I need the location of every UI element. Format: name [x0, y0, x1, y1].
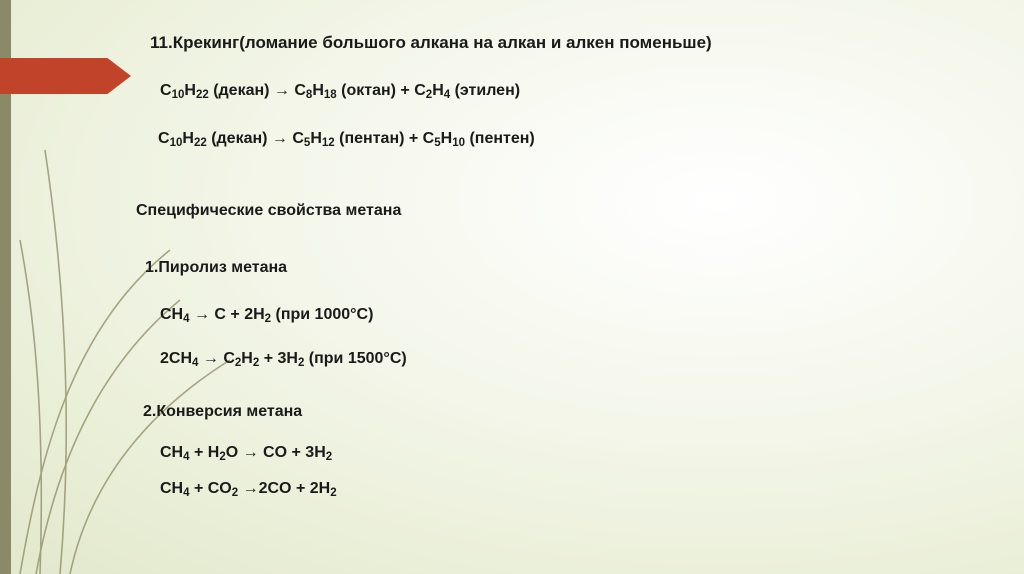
formula-subscript: 2 — [231, 487, 239, 500]
formula-text: CH — [160, 444, 184, 461]
pyrolysis-equation-1500 — [160, 350, 407, 370]
formula-subscript: 4 — [183, 487, 190, 500]
formula-subscript: 4 — [183, 451, 190, 464]
formula-subscript: 5 — [434, 137, 441, 150]
formula-subscript: 2 — [297, 357, 305, 370]
formula-text: C — [160, 82, 172, 99]
formula-subscript: 8 — [305, 89, 313, 102]
specific-properties-heading: Специфические свойства метана — [136, 202, 402, 219]
formula-subscript: 2 — [325, 451, 333, 464]
formula-text: + CO — [189, 480, 232, 497]
formula-text: + 3H — [259, 350, 298, 367]
formula-subscript: 12 — [321, 137, 335, 150]
formula-subscript: 10 — [452, 137, 465, 150]
formula-text: →2CO + 2H — [238, 480, 331, 497]
formula-subscript: 2 — [264, 313, 272, 326]
formula-subscript: 22 — [195, 89, 209, 102]
formula-text: H — [241, 350, 253, 367]
formula-text: O → CO + 3H — [225, 444, 326, 461]
cracking-equation-octane — [160, 82, 521, 102]
formula-text: C — [158, 130, 170, 147]
conversion-equation-co2 — [160, 480, 337, 500]
formula-text: (пентен) — [465, 130, 535, 147]
formula-subscript: 4 — [192, 357, 199, 370]
slide-title: 11.Крекинг(ломание большого алкана на алкан и алкен поменьше) — [150, 33, 712, 52]
formula-text: H — [310, 130, 322, 147]
conversion-heading: 2.Конверсия метана — [143, 403, 303, 420]
formula-text: → C + 2H — [189, 306, 265, 323]
formula-text: (при 1000°С) — [271, 306, 374, 323]
formula-text: CH — [160, 480, 184, 497]
formula-subscript: 2 — [330, 487, 337, 500]
formula-text: + H — [189, 444, 220, 461]
formula-text: (этилен) — [450, 82, 521, 99]
formula-subscript: 18 — [323, 89, 337, 102]
formula-text: (при 1500°С) — [304, 350, 407, 367]
formula-subscript: 2 — [252, 357, 260, 370]
formula-text: H — [440, 130, 453, 147]
formula-text: H — [182, 130, 194, 147]
formula-text: (пентан) + C — [334, 130, 435, 147]
red-arrow-marker — [0, 58, 131, 94]
formula-text: H — [184, 82, 196, 99]
formula-text: CH — [160, 306, 184, 323]
formula-subscript: 4 — [443, 89, 451, 102]
formula-text: 2CH — [160, 350, 193, 367]
formula-subscript: 22 — [193, 137, 207, 150]
formula-text: (декан) → C — [208, 82, 306, 99]
formula-text: H — [312, 82, 324, 99]
formula-text: → C — [198, 350, 235, 367]
formula-subscript: 10 — [169, 137, 183, 150]
formula-subscript: 2 — [234, 357, 242, 370]
formula-text: (октан) + C — [336, 82, 426, 99]
formula-subscript: 4 — [183, 313, 190, 326]
conversion-equation-water — [160, 444, 333, 464]
formula-subscript: 10 — [171, 89, 185, 102]
formula-text: H — [432, 82, 444, 99]
formula-subscript: 2 — [219, 451, 226, 464]
cracking-equation-pentane — [158, 130, 535, 150]
formula-subscript: 5 — [303, 137, 311, 150]
pyrolysis-equation-1000 — [160, 306, 374, 326]
pyrolysis-heading: 1.Пиролиз метана — [145, 259, 288, 276]
formula-text: (декан) → C — [206, 130, 304, 147]
formula-subscript: 2 — [425, 89, 433, 102]
